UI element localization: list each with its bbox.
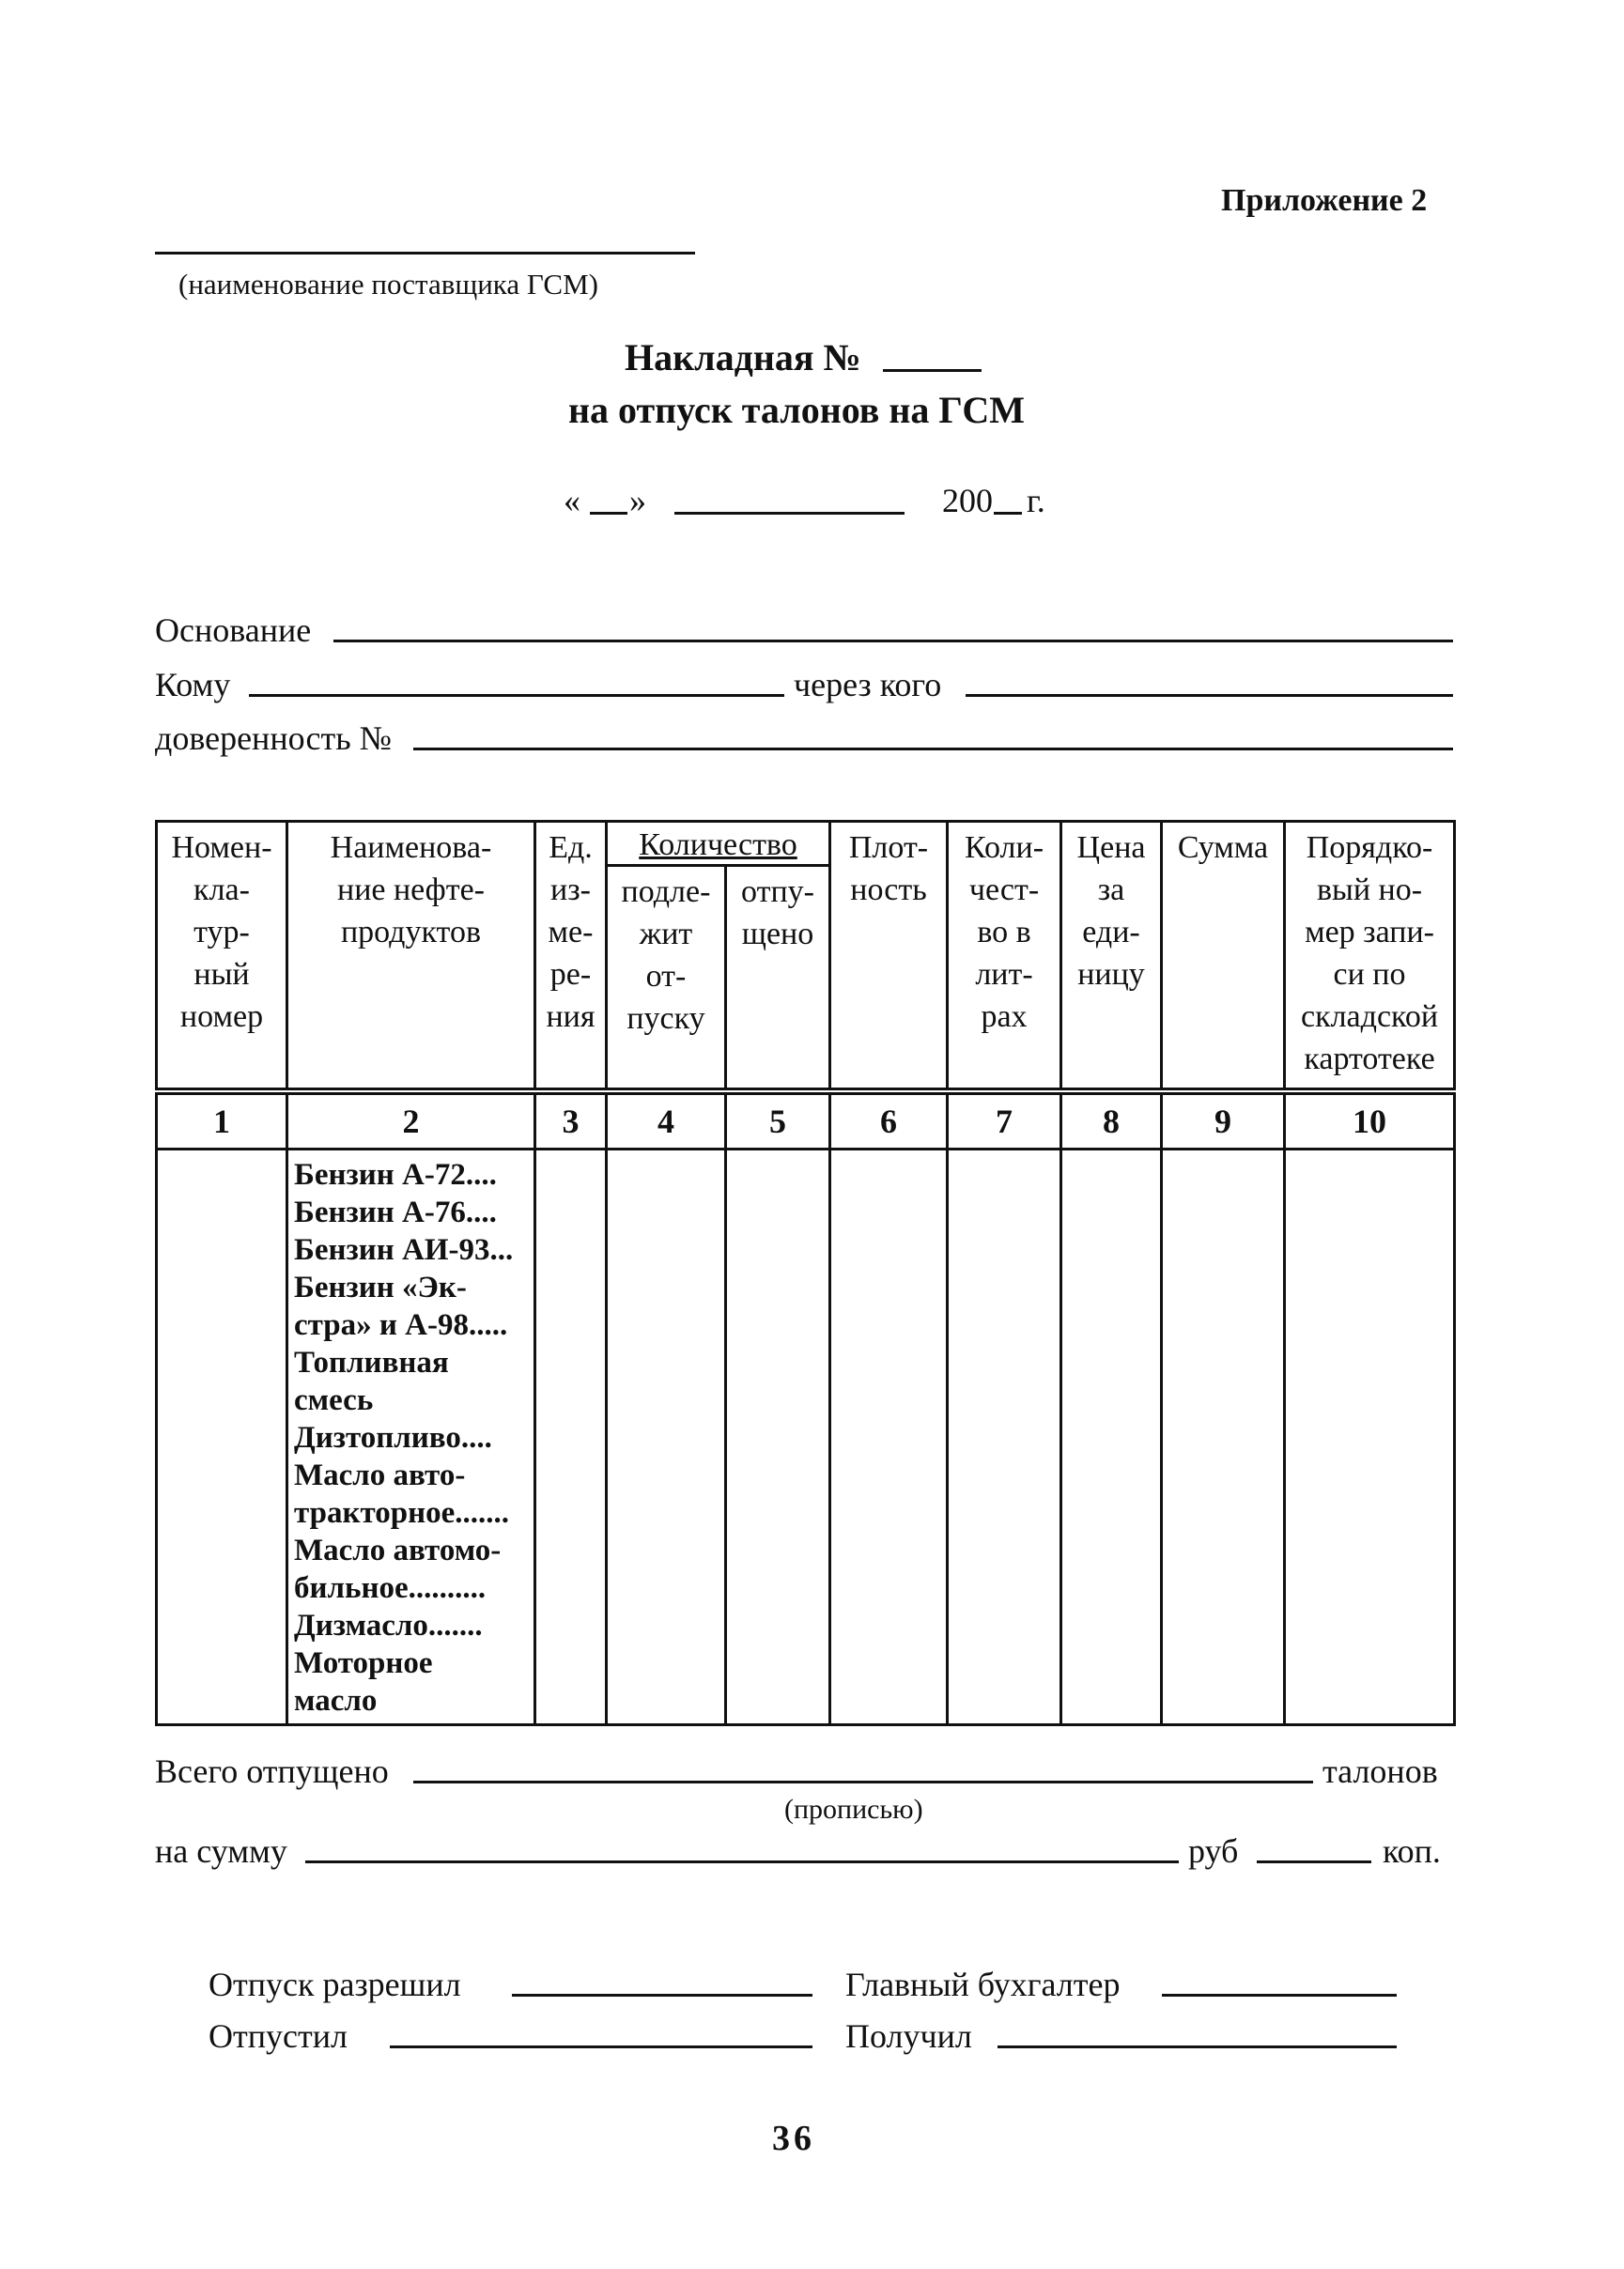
header-density [830, 822, 948, 1092]
header-liters [948, 822, 1061, 1092]
header-text-line: кла- [193, 872, 250, 907]
header-text-line: Коли- [965, 830, 1044, 865]
col-num: 1 [157, 1091, 287, 1150]
header-unit [535, 822, 607, 1092]
product-item: стра» и А-98..... [294, 1308, 508, 1342]
basis-label: Основание [155, 611, 312, 649]
product-item: Моторное [294, 1646, 433, 1680]
header-text-line: продуктов [340, 915, 482, 949]
amount-line[interactable] [305, 1860, 1179, 1863]
date-open-quote: « [564, 482, 580, 519]
cell-liters[interactable] [948, 1150, 1061, 1725]
header-text-line: складской [1300, 999, 1439, 1034]
header-text-line: номер [179, 999, 264, 1034]
product-item: бильное.......... [294, 1571, 487, 1605]
date-close-quote: » [629, 482, 646, 519]
date-suffix: г. [1027, 482, 1045, 519]
through-whom-line[interactable] [966, 694, 1453, 697]
kop-line[interactable] [1257, 1860, 1371, 1863]
header-text-line: Номен- [171, 830, 272, 865]
header-text-line: от- [645, 959, 687, 995]
header-text-line: из- [550, 872, 591, 907]
header-text-line: Цена [1076, 830, 1146, 865]
header-text-line: ре- [549, 957, 592, 992]
appendix-label: Приложение 2 [1221, 183, 1428, 218]
date-day-line[interactable] [590, 512, 627, 515]
header-text-line: ние нефте- [337, 872, 485, 907]
product-item: Топливная смесь [294, 1346, 449, 1417]
date-month-line[interactable] [674, 512, 905, 515]
proxy-line[interactable] [413, 748, 1453, 750]
header-to-release [607, 866, 726, 1091]
chief-accountant-label: Главный бухгалтер [845, 1966, 1121, 2003]
total-released-line[interactable] [413, 1781, 1313, 1783]
cell-sum[interactable] [1162, 1150, 1285, 1725]
col-num: 6 [830, 1091, 948, 1150]
cell-unit-price[interactable] [1061, 1150, 1162, 1725]
header-text-line: лит- [975, 957, 1033, 992]
header-released [726, 866, 830, 1091]
header-text-line: тур- [193, 915, 250, 949]
title-line1: Накладная № [625, 336, 861, 378]
amount-label: на сумму [155, 1832, 287, 1870]
header-text-line: во в [977, 915, 1031, 949]
header-text-line: мер запи- [1305, 915, 1434, 949]
date-year: 200 [942, 482, 993, 519]
cell-unit[interactable] [535, 1150, 607, 1725]
product-item: Дизтопливо.... [294, 1421, 492, 1455]
date-year-line[interactable] [994, 512, 1022, 515]
header-text-line: Плот- [848, 830, 929, 865]
cell-record-number[interactable] [1285, 1150, 1455, 1725]
in-words-caption: (прописью) [784, 1794, 923, 1825]
header-text-line: си по [1333, 957, 1406, 992]
product-item: Бензин «Эк- [294, 1271, 467, 1304]
product-list-cell [287, 1150, 535, 1725]
header-product-name [287, 822, 535, 1092]
cell-density[interactable] [830, 1150, 948, 1725]
header-text-line: жит [639, 917, 693, 952]
header-text-line: ния [546, 999, 595, 1034]
page-number: 36 [772, 2119, 815, 2158]
header-text-line: вый но- [1316, 872, 1423, 907]
col-num: 5 [726, 1091, 830, 1150]
column-numbers-row [157, 1091, 1455, 1150]
release-allowed-label: Отпуск разрешил [209, 1966, 461, 2003]
items-row [157, 1150, 1455, 1725]
header-text-line: за [1097, 872, 1125, 907]
header-sum [1162, 822, 1285, 1092]
supplier-name-line[interactable] [155, 252, 695, 255]
release-allowed-line[interactable] [512, 1994, 812, 1997]
total-released-label: Всего отпущено [155, 1752, 389, 1790]
coupons-table [155, 820, 1456, 1726]
basis-line[interactable] [333, 640, 1453, 642]
header-text-line: Ед. [549, 830, 593, 865]
to-whom-line[interactable] [249, 694, 784, 697]
header-text-line: Наименова- [330, 830, 492, 865]
through-whom-label: через кого [794, 666, 942, 703]
header-unit-price [1061, 822, 1162, 1092]
col-num: 4 [607, 1091, 726, 1150]
to-whom-label: Кому [155, 666, 231, 703]
header-text-line: ме- [548, 915, 594, 949]
header-text-line: щено [741, 917, 814, 952]
product-item: Масло автомо- [294, 1534, 502, 1567]
header-text-line: подле- [621, 874, 711, 910]
header-nomenclature [157, 822, 287, 1092]
header-text-line: Сумма [1177, 830, 1269, 865]
header-text-line: Порядко- [1306, 830, 1433, 865]
header-quantity: Количество [607, 822, 830, 866]
header-text-line: еди- [1082, 915, 1140, 949]
header-text-line: отпу- [741, 874, 814, 910]
released-by-label: Отпустил [209, 2017, 348, 2055]
product-item: Бензин А-72.... [294, 1158, 497, 1192]
kop-label: коп. [1383, 1832, 1441, 1870]
product-item: Масло авто- [294, 1459, 466, 1492]
cell-nomenclature[interactable] [157, 1150, 287, 1725]
header-text-line: пуску [626, 1001, 705, 1037]
cell-to-release[interactable] [607, 1150, 726, 1725]
header-text-line: ный [193, 957, 250, 992]
col-num: 2 [287, 1091, 535, 1150]
header-text-line: рах [981, 999, 1028, 1034]
title-line2: на отпуск талонов на ГСМ [568, 389, 1025, 431]
product-item: Бензин А-76.... [294, 1196, 497, 1229]
proxy-label: доверенность № [155, 719, 392, 757]
col-num: 3 [535, 1091, 607, 1150]
header-text-line: ность [850, 872, 927, 907]
product-item: тракторное....... [294, 1496, 510, 1530]
cell-released[interactable] [726, 1150, 830, 1725]
col-num: 9 [1162, 1091, 1285, 1150]
col-num: 7 [948, 1091, 1061, 1150]
received-label: Получил [845, 2017, 972, 2055]
coupons-label: талонов [1322, 1752, 1438, 1790]
product-item: Дизмасло....... [294, 1609, 483, 1643]
header-text-line: картотеке [1304, 1042, 1435, 1076]
header-text-line: ницу [1077, 957, 1145, 992]
rub-label: руб [1188, 1832, 1239, 1870]
header-record-number [1285, 822, 1455, 1092]
received-line[interactable] [998, 2045, 1397, 2048]
supplier-caption: (наименование поставщика ГСМ) [178, 268, 598, 301]
header-text-line: чест- [968, 872, 1040, 907]
col-num: 8 [1061, 1091, 1162, 1150]
released-by-line[interactable] [390, 2045, 812, 2048]
product-item: масло [294, 1684, 378, 1718]
chief-accountant-line[interactable] [1162, 1994, 1397, 1997]
col-num: 10 [1285, 1091, 1455, 1150]
invoice-number-line[interactable] [883, 369, 982, 372]
product-item: Бензин АИ-93... [294, 1233, 514, 1267]
